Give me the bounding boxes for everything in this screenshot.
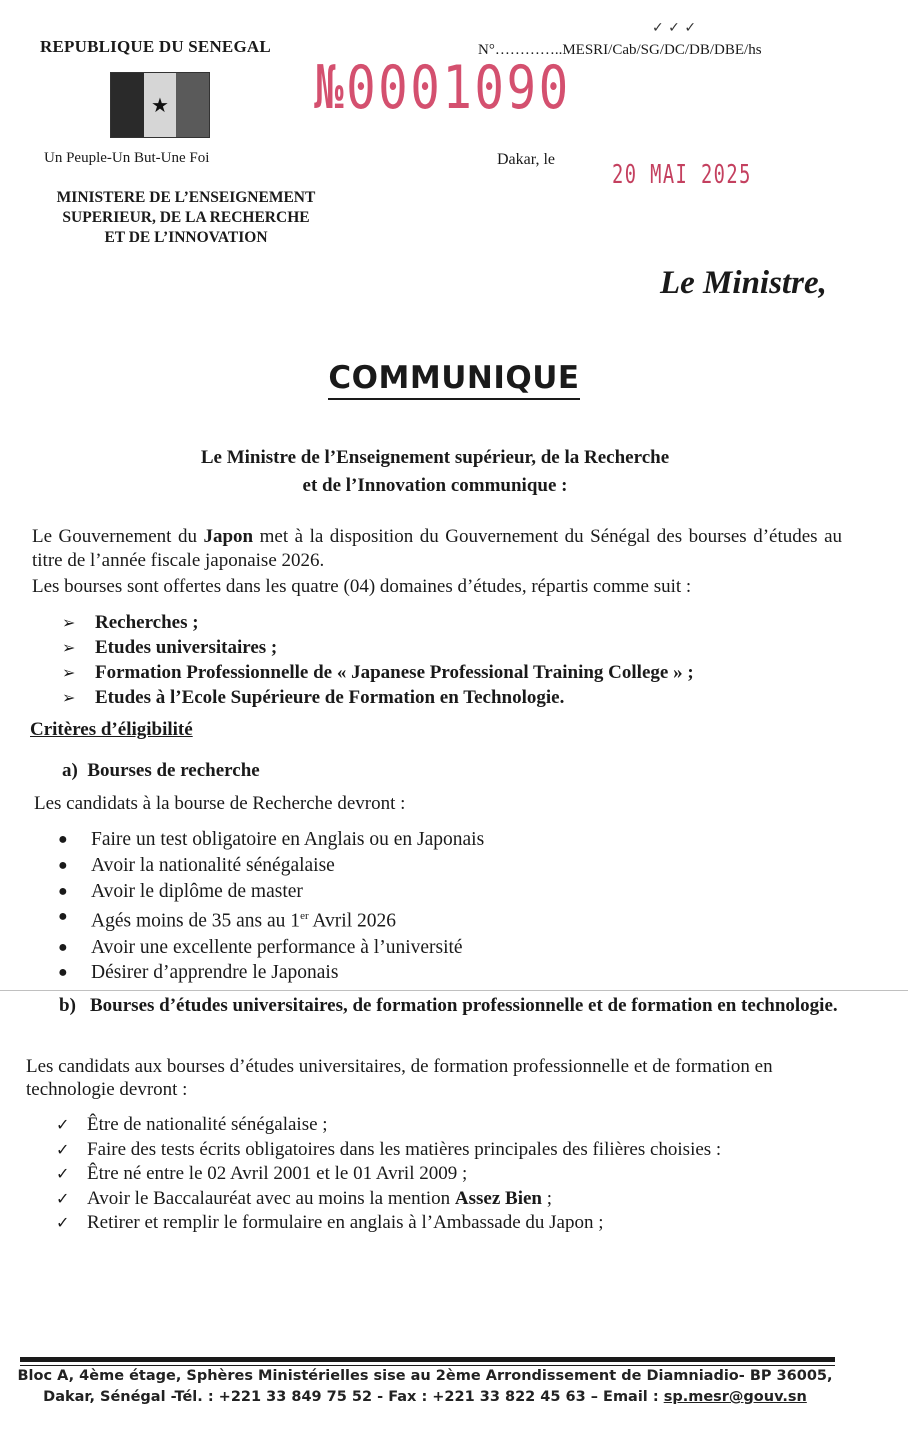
bullet-dot-icon: ● xyxy=(58,938,68,956)
footer-rule xyxy=(20,1357,835,1362)
bac-text-end: ; xyxy=(541,1187,552,1209)
section-a-title xyxy=(62,760,260,782)
list-item-text: Désirer d’apprendre le Japonais xyxy=(91,962,339,984)
footer-contact: Dakar, Sénégal -Tél. : +221 33 849 75 52 - Fax : +221 33 822 45 63 – Email : xyxy=(43,1389,664,1405)
ordinal-superscript: er xyxy=(300,910,309,923)
list-item-text: Être de nationalité sénégalaise ; xyxy=(87,1114,328,1135)
list-item xyxy=(58,853,484,879)
section-title-text: Bourses de recherche xyxy=(87,760,260,781)
senegal-flag-icon: ★ xyxy=(110,72,210,138)
paragraph-text: met à la disposition du Gouvernement du Sénégal des bourses d’études au titre de l’année fiscale japonaise 2026. xyxy=(32,526,843,571)
title-wrapper xyxy=(0,360,908,400)
intro-line: Le Ministre de l’Enseignement supérieur, de la Recherche xyxy=(200,447,670,468)
list-item xyxy=(56,1138,721,1163)
place-label: Dakar, le xyxy=(497,151,555,168)
scan-line-divider xyxy=(0,990,908,991)
intro-line: et de l’Innovation communique : xyxy=(302,475,568,496)
list-item xyxy=(62,660,842,685)
list-item xyxy=(62,610,842,635)
list-item-text: Être né entre le 02 Avril 2001 et le 01 Avril 2009 ; xyxy=(87,1163,468,1184)
bac-text: Avoir le Baccalauréat avec au moins la mention xyxy=(87,1187,455,1209)
footer-line-2 xyxy=(0,1387,850,1408)
bullet-dot-icon: ● xyxy=(58,908,68,926)
national-motto: Un Peuple-Un But-Une Foi xyxy=(44,150,210,166)
section-b-intro: Les candidats aux bourses d’études universitaires, de formation professionnelle et de formation en technologie devront : xyxy=(26,1056,773,1100)
checkmark-icon: ✓ xyxy=(56,1139,70,1159)
republic-heading: REPUBLIQUE DU SENEGAL xyxy=(40,37,271,56)
list-item-text: Formation Professionnelle de « Japanese Professional Training College » ; xyxy=(95,662,694,683)
bullet-dot-icon: ● xyxy=(58,964,68,982)
bullet-dot-icon: ● xyxy=(58,856,68,874)
list-item xyxy=(58,904,484,934)
checkmark-icon: ✓ xyxy=(56,1188,70,1208)
university-criteria-list xyxy=(56,1113,721,1236)
arrow-bullet-icon: ➢ xyxy=(62,638,76,657)
bullet-dot-icon: ● xyxy=(58,882,68,900)
document-title: COMMUNIQUE xyxy=(328,360,579,400)
ministry-line: ET DE L’INNOVATION xyxy=(104,229,268,246)
domains-list xyxy=(62,610,842,710)
signatory: Le Ministre, xyxy=(660,265,827,301)
list-item-text: Etudes à l’Ecole Supérieure de Formation en Technologie. xyxy=(95,687,565,708)
criteria-heading: Critères d’éligibilité xyxy=(30,719,193,740)
handwritten-marks: ✓ ✓ ✓ xyxy=(652,20,697,36)
footer-address xyxy=(0,1366,850,1408)
age-text: Agés moins de 35 ans au 1 xyxy=(91,910,301,932)
list-item xyxy=(58,827,484,853)
age-date-text: Avril 2026 xyxy=(308,910,396,932)
footer-line-1: Bloc A, 4ème étage, Sphères Ministérielles sise au 2ème Arrondissement de Diamniadio- BP 36005, xyxy=(17,1368,833,1384)
list-item-text: Faire des tests écrits obligatoires dans les matières principales des filières choisies : xyxy=(87,1138,722,1160)
ministry-name xyxy=(36,188,336,248)
list-item-text xyxy=(87,1187,552,1212)
list-item xyxy=(58,960,484,986)
paragraph-domains-intro: Les bourses sont offertes dans les quatre (04) domaines d’études, répartis comme suit : xyxy=(32,576,692,597)
list-item-text: Avoir une excellente performance à l’université xyxy=(91,936,463,958)
list-item xyxy=(62,635,842,660)
list-item xyxy=(58,879,484,905)
paragraph-government xyxy=(32,525,842,573)
ministry-line: MINISTERE DE L’ENSEIGNEMENT xyxy=(56,189,316,206)
arrow-bullet-icon: ➢ xyxy=(62,663,76,682)
list-item-text: Faire un test obligatoire en Anglais ou en Japonais xyxy=(91,829,485,850)
list-item-text xyxy=(91,904,396,934)
registration-stamp: №0001090 xyxy=(314,53,571,123)
section-label: a) xyxy=(62,760,78,781)
section-title-text: Bourses d’études universitaires, de formation professionnelle et de formation en technologie. xyxy=(90,995,838,1016)
list-item-text: Avoir le diplôme de master xyxy=(91,880,303,902)
date-stamp: 20 MAI 2025 xyxy=(612,160,752,190)
bac-mention-bold: Assez Bien xyxy=(454,1187,542,1209)
list-item xyxy=(56,1211,721,1236)
bullet-dot-icon: ● xyxy=(58,831,68,848)
list-item-text: Retirer et remplir le formulaire en anglais à l’Ambassade du Japon ; xyxy=(87,1212,604,1233)
list-item-text: Avoir la nationalité sénégalaise xyxy=(91,854,335,876)
section-b-title xyxy=(59,995,849,1017)
ministry-line: SUPERIEUR, DE LA RECHERCHE xyxy=(62,209,310,226)
list-item xyxy=(56,1187,721,1212)
arrow-bullet-icon: ➢ xyxy=(62,613,76,632)
reference-number: N°…………..MESRI/Cab/SG/DC/DB/DBE/hs xyxy=(478,42,762,58)
paragraph-text: Le Gouvernement du xyxy=(32,526,204,547)
list-item xyxy=(56,1162,721,1187)
section-label: b) xyxy=(59,995,76,1016)
checkmark-icon: ✓ xyxy=(56,1164,70,1183)
list-item xyxy=(56,1113,721,1138)
section-a-intro: Les candidats à la bourse de Recherche devront : xyxy=(34,793,406,814)
list-item-text: Etudes universitaires ; xyxy=(95,637,278,658)
list-item-text: Recherches ; xyxy=(95,612,199,633)
list-item xyxy=(62,685,842,710)
research-criteria-list xyxy=(58,827,484,986)
paragraph-bold-japon: Japon xyxy=(203,526,254,547)
footer-email-link[interactable]: sp.mesr@gouv.sn xyxy=(663,1389,807,1405)
checkmark-icon: ✓ xyxy=(56,1115,70,1134)
arrow-bullet-icon: ➢ xyxy=(62,688,76,707)
checkmark-icon: ✓ xyxy=(56,1213,70,1232)
list-item xyxy=(58,935,484,961)
intro-heading xyxy=(0,444,870,500)
